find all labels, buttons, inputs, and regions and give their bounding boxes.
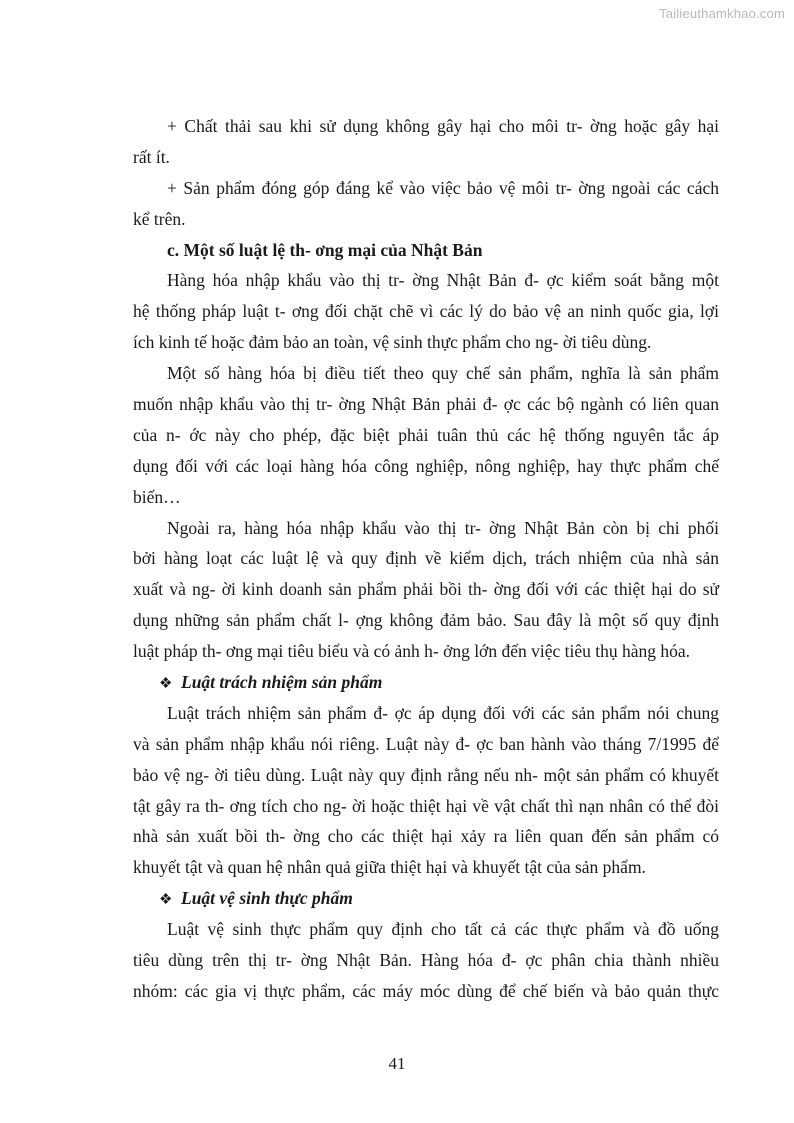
paragraph-line: Hàng hóa nhập khẩu vào thị tr- ờng Nhật Bản đ- ợc kiểm soát bằng một [167, 270, 719, 291]
diamond-bullet-icon: ❖ [159, 892, 173, 909]
paragraph-line: và sản phẩm nhập khẩu nói riêng. Luật này đ- ợc ban hành vào tháng 7/1995 để [133, 733, 719, 754]
paragraph-line: khuyết tật và quan hệ nhân quả giữa thiệt hại và khuyết tật của sản phẩm. [133, 857, 646, 878]
paragraph-line: tật gây ra th- ơng tích cho ng- ời hoặc thiệt hại về vật chất thì nạn nhân có thể đòi [133, 795, 719, 816]
diamond-bullet-icon: ❖ [159, 676, 173, 693]
subsection-title: Luật vệ sinh thực phẩm [181, 888, 353, 909]
paragraph-line: Luật trách nhiệm sản phẩm đ- ợc áp dụng đối với các sản phẩm nói chung [167, 702, 719, 723]
paragraph-line: rất ít. [133, 146, 170, 167]
paragraph-line: dụng đối với các loại hàng hóa công nghiệp, nông nghiệp, hay thực phẩm chế [133, 455, 719, 476]
paragraph-line: Luật vệ sinh thực phẩm quy định cho tất cả các thực phẩm và đồ uống [167, 919, 719, 940]
section-heading: c. Một số luật lệ th- ơng mại của Nhật Bản [167, 239, 483, 260]
paragraph-line: ích kinh tế hoặc đảm bảo an toàn, vệ sinh thực phẩm cho ng- ời tiêu dùng. [133, 332, 652, 353]
paragraph-line: xuất và ng- ời kinh doanh sản phẩm phải bồi th- ờng đối với các thiệt hại do sử [133, 579, 719, 600]
paragraph-line: biến… [133, 486, 181, 507]
paragraph-line: muốn nhập khẩu vào thị tr- ờng Nhật Bản phải đ- ợc các bộ ngành có liên quan [133, 394, 719, 415]
paragraph-line: + Sản phẩm đóng góp đáng kể vào việc bảo vệ môi tr- ờng ngoài các cách [167, 177, 719, 198]
subsection-heading [133, 883, 719, 914]
paragraph-line: Một số hàng hóa bị điều tiết theo quy chế sản phẩm, nghĩa là sản phẩm [167, 363, 719, 384]
paragraph-line: Ngoài ra, hàng hóa nhập khẩu vào thị tr- ờng Nhật Bản còn bị chi phối [167, 517, 719, 538]
paragraph-line: tiêu dùng trên thị tr- ờng Nhật Bản. Hàng hóa đ- ợc phân chia thành nhiều [133, 950, 719, 971]
watermark: Tailieuthamkhao.com [659, 6, 785, 21]
document-body [133, 111, 719, 1007]
paragraph-line: nhóm: các gia vị thực phẩm, các máy móc dùng để chế biến và bảo quản thực [133, 980, 719, 1001]
page-number: 41 [388, 1054, 406, 1073]
paragraph-line: bảo vệ ng- ời tiêu dùng. Luật này quy định rằng nếu nh- một sản phẩm có khuyết [133, 764, 719, 785]
subsection-title: Luật trách nhiệm sản phẩm [181, 672, 383, 693]
paragraph-line: kể trên. [133, 208, 186, 229]
paragraph-line: + Chất thải sau khi sử dụng không gây hại cho môi tr- ờng hoặc gây hại [167, 116, 719, 136]
paragraph-line: hệ thống pháp luật t- ơng đối chặt chẽ vì các lý do bảo vệ an ninh quốc gia, lợi [133, 301, 719, 322]
paragraph-line: bởi hàng loạt các luật lệ và quy định về kiểm dịch, trách nhiệm của nhà sản [133, 548, 719, 569]
paragraph-line: nhà sản xuất bồi th- ờng cho các thiệt hại xảy ra liên quan đến sản phẩm có [133, 826, 719, 847]
subsection-heading [133, 667, 719, 698]
paragraph-line: của n- ớc này cho phép, đặc biệt phải tuân thủ các hệ thống nguyên tắc áp [133, 424, 719, 445]
paragraph-line: luật pháp th- ơng mại tiêu biểu và có ảnh h- ởng lớn đến việc tiêu thụ hàng hóa. [133, 641, 690, 662]
paragraph-line: dụng những sản phẩm chất l- ợng không đảm bảo. Sau đây là một số quy định [133, 610, 719, 631]
